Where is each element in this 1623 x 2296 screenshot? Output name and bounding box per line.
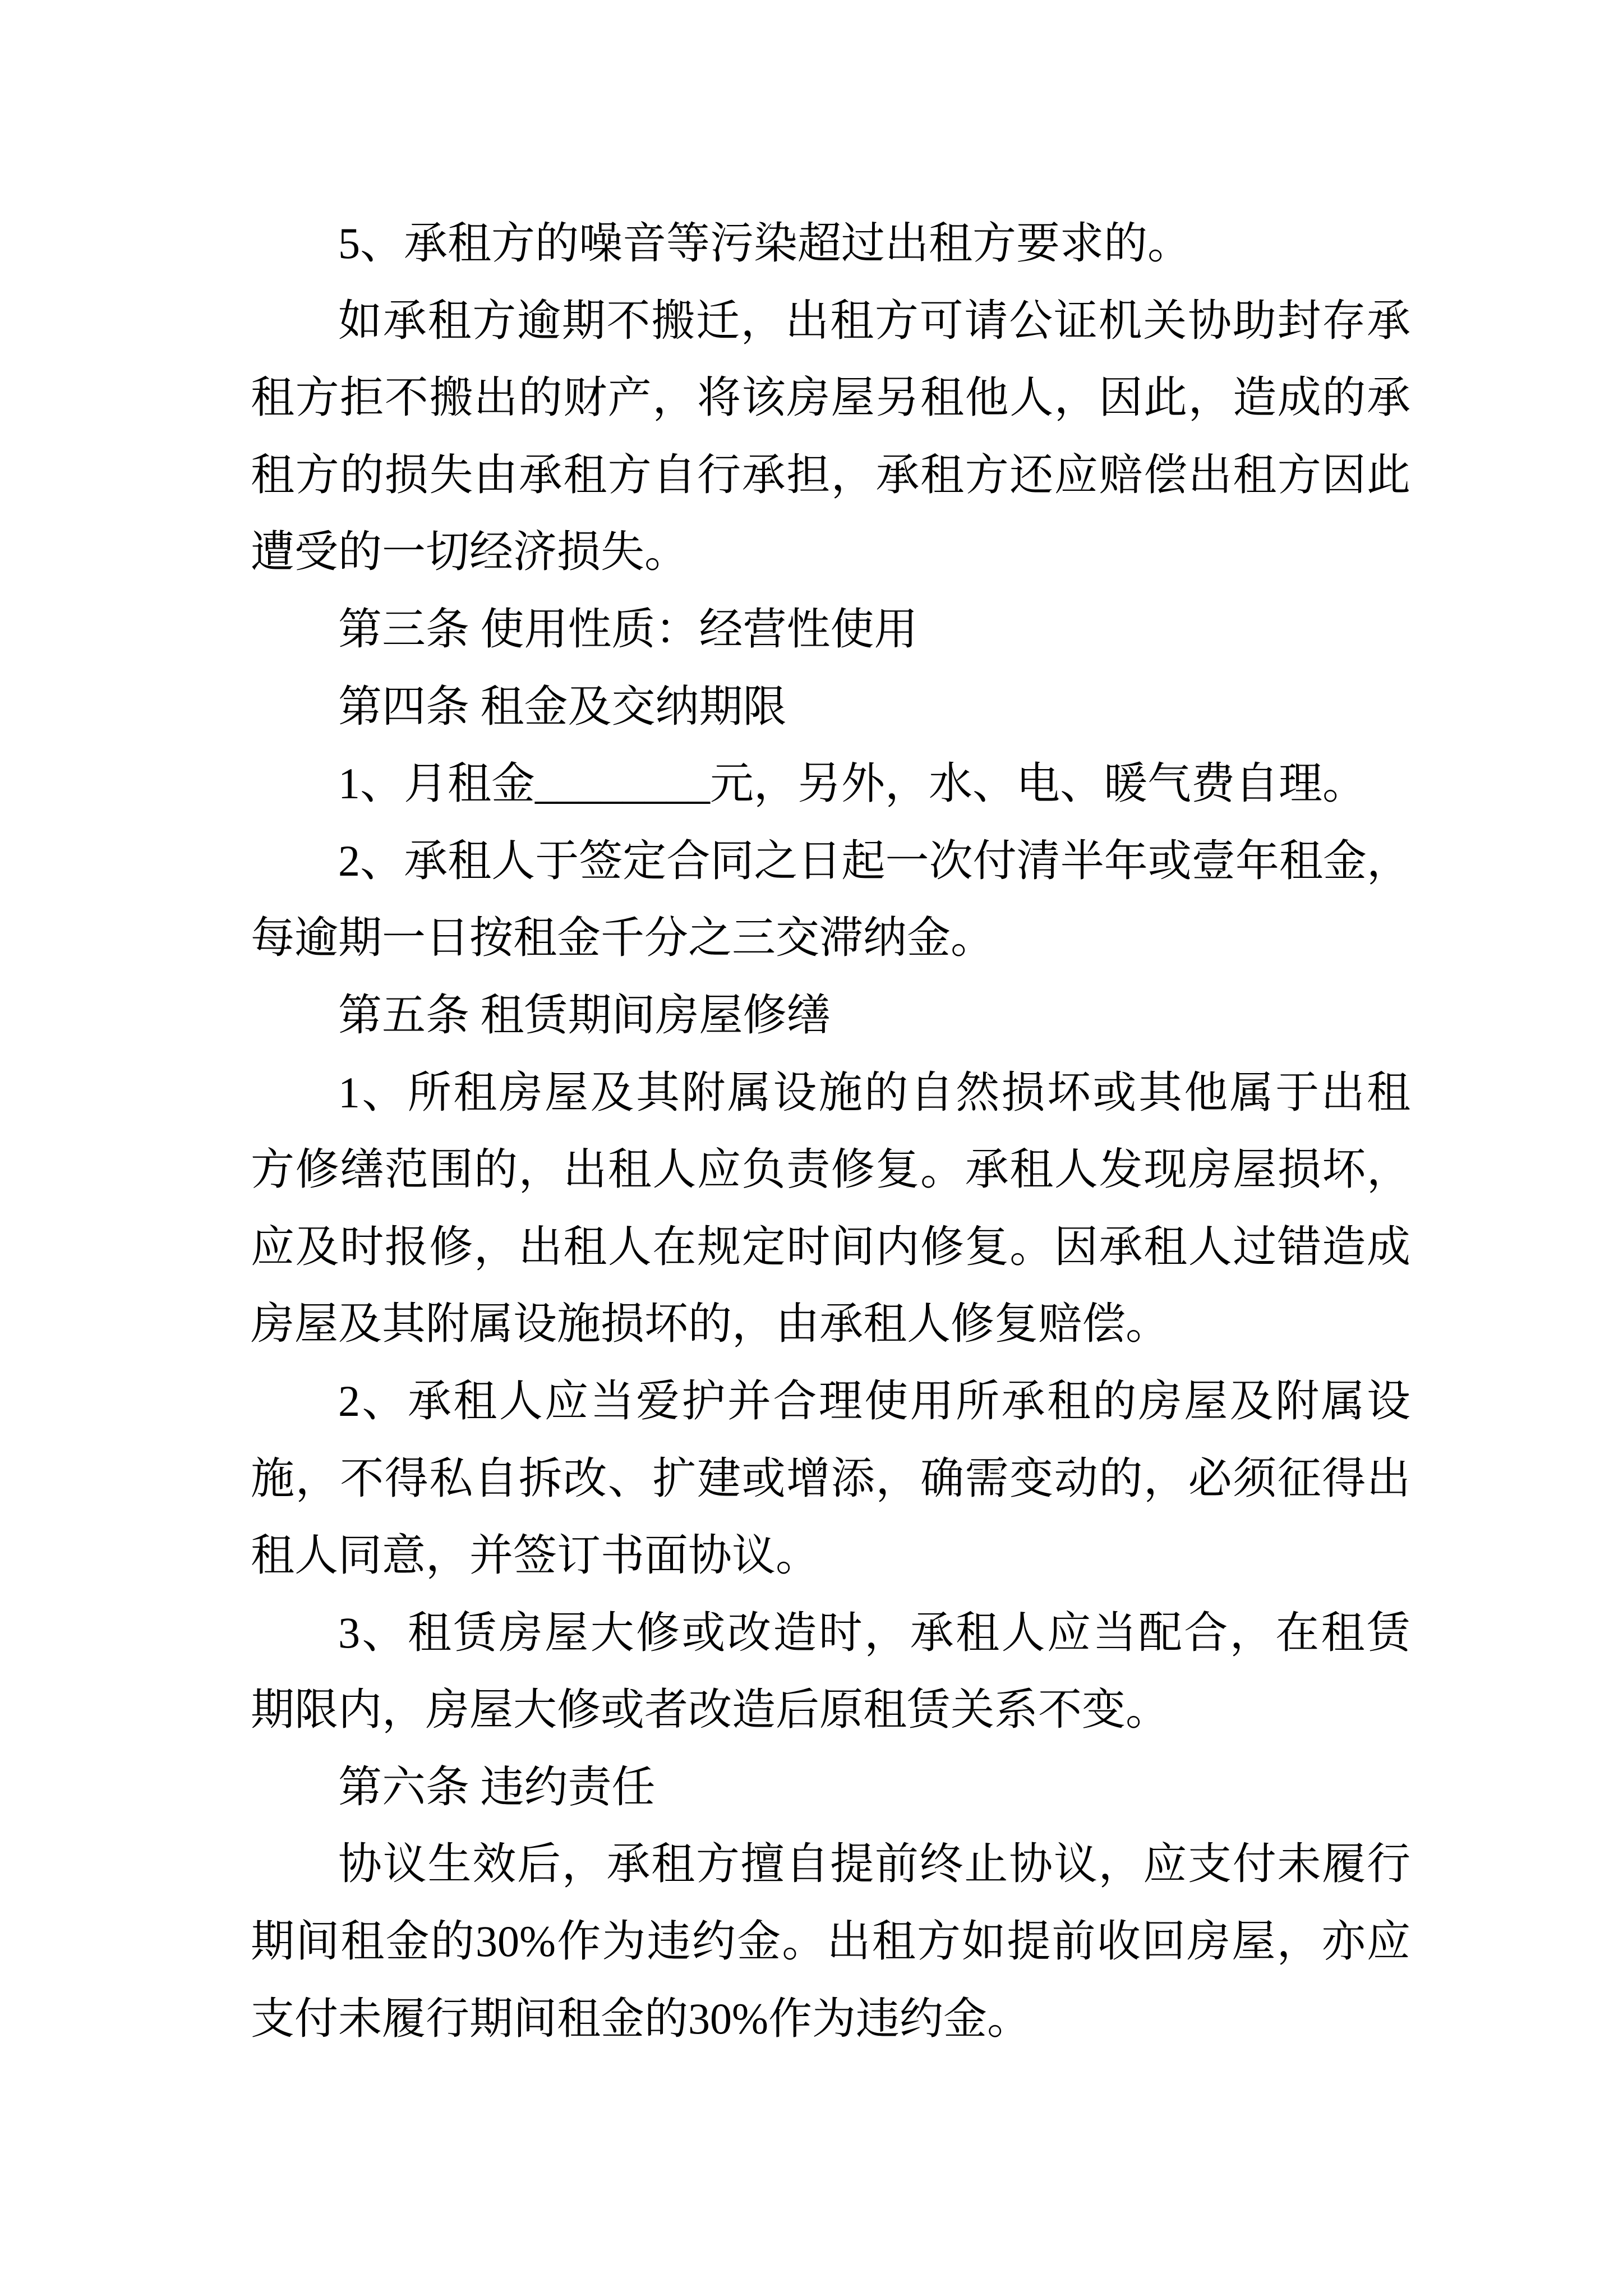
article-3-heading (251, 591, 1410, 668)
text-line: 第三条 使用性质：经营性使用 (338, 604, 918, 654)
document-body (251, 205, 1410, 2057)
text-line: 租方拒不搬出的财产，将该房屋另租他人，因此，造成的承 (251, 373, 1410, 422)
text-line: 第五条 租赁期间房屋修缮 (338, 990, 831, 1039)
article-4-heading (251, 668, 1410, 746)
text-line: 遭受的一切经济损失。 (251, 527, 689, 577)
text-line: 施，不得私自拆改、扩建或增添，确需变动的，必须征得出 (251, 1453, 1410, 1503)
article-5-heading (251, 977, 1410, 1054)
text-line: 协议生效后，承租方擅自提前终止协议，应支付未履行 (338, 1839, 1410, 1889)
article-4-item-1 (251, 745, 1410, 822)
article-5-item-1 (251, 1054, 1410, 1363)
text-line: 期限内，房屋大修或者改造后原租赁关系不变。 (251, 1685, 1170, 1734)
text-line: 每逾期一日按租金千分之三交滞纳金。 (251, 913, 995, 963)
article-5-item-3 (251, 1594, 1410, 1749)
text-line: 支付未履行期间租金的30%作为违约金。 (251, 1994, 1031, 2043)
text-line: 租方的损失由承租方自行承担，承租方还应赔偿出租方因此 (251, 450, 1410, 499)
text-line: 第六条 违约责任 (338, 1762, 656, 1811)
text-line: 2、承租人应当爱护并合理使用所承租的房屋及附属设 (338, 1376, 1410, 1425)
article-6-heading (251, 1749, 1410, 1826)
article-5-item-2 (251, 1363, 1410, 1594)
text-line: 2、承租人于签定合同之日起一次付清半年或壹年租金， (338, 836, 1410, 885)
text-line: 第四条 租金及交纳期限 (338, 682, 787, 731)
article-6-paragraph (251, 1825, 1410, 2057)
item-5-paragraph (251, 205, 1410, 282)
text-line: 1、月租金________元，另外，水、电、暖气费自理。 (338, 759, 1367, 808)
article-4-item-2 (251, 822, 1410, 977)
text-line: 方修缮范围的，出租人应负责修复。承租人发现房屋损坏， (251, 1145, 1410, 1194)
text-line: 期间租金的30%作为违约金。出租方如提前收回房屋，亦应 (251, 1917, 1410, 1966)
text-line: 5、承租方的噪音等污染超过出租方要求的。 (338, 219, 1192, 268)
text-line: 租人同意，并签订书面协议。 (251, 1531, 820, 1580)
text-line: 3、租赁房屋大修或改造时，承租人应当配合，在租赁 (338, 1608, 1410, 1657)
text-line: 应及时报修，出租人在规定时间内修复。因承租人过错造成 (251, 1222, 1410, 1271)
text-line: 1、所租房屋及其附属设施的自然损坏或其他属于出租 (338, 1068, 1410, 1117)
text-line: 房屋及其附属设施损坏的，由承租人修复赔偿。 (251, 1299, 1170, 1349)
text-line: 如承租方逾期不搬迁，出租方可请公证机关协助封存承 (338, 296, 1410, 345)
relocation-paragraph (251, 282, 1410, 591)
